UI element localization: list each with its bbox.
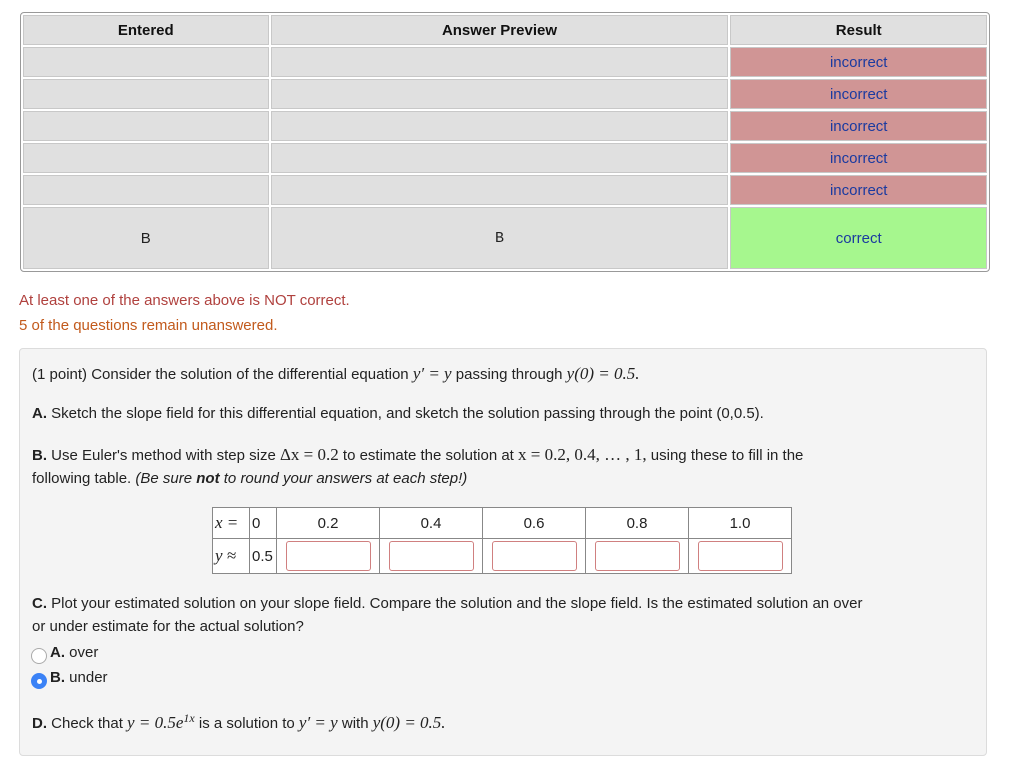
- part-d-text-3: with: [337, 715, 373, 732]
- x-label: [213, 508, 250, 539]
- part-d: [32, 707, 446, 735]
- preview-cell: [271, 175, 729, 205]
- results-table: [20, 12, 990, 272]
- part-c-text-2: or under estimate for the actual solution?: [32, 618, 304, 635]
- result-cell: incorrect: [730, 79, 987, 109]
- results-row: [23, 47, 987, 77]
- part-d-equation: y = 0.5e: [127, 713, 184, 732]
- part-a-label: A.: [32, 405, 47, 422]
- preview-cell: [271, 111, 729, 141]
- intro-equation: y′ = y: [412, 364, 452, 383]
- problem-panel: [19, 348, 987, 756]
- intro-initial-condition: y(0) = 0.5.: [566, 364, 640, 383]
- results-header-row: [23, 15, 987, 45]
- header-result: Result: [730, 15, 987, 45]
- option-a-radio[interactable]: [31, 648, 47, 664]
- y-answer-input-1[interactable]: [286, 541, 371, 571]
- step-size: Δx = 0.2: [279, 445, 339, 464]
- option-a[interactable]: [50, 641, 98, 664]
- part-b-label: B.: [32, 447, 47, 464]
- y-answer-input-3[interactable]: [492, 541, 577, 571]
- option-b-text: under: [65, 669, 108, 686]
- part-b-note: (Be sure: [135, 470, 197, 487]
- part-b-line2: following table.: [32, 470, 136, 487]
- preview-cell: [271, 143, 729, 173]
- x-points: x = 0.2, 0.4, … , 1,: [518, 445, 647, 464]
- x-value-0: 0: [250, 508, 277, 539]
- part-d-text-2: is a solution to: [194, 715, 299, 732]
- part-a-text: Sketch the slope field for this differential equation, and sketch the solution passing through the point (0,0.5).: [47, 405, 764, 422]
- entered-cell: [23, 175, 269, 205]
- part-b-note-not: not: [196, 470, 220, 487]
- part-b-note-end: to round your answers at each step!): [219, 470, 468, 487]
- unanswered-message: 5 of the questions remain unanswered.: [19, 317, 278, 334]
- y-cell: [586, 539, 689, 574]
- x-value-0.6: 0.6: [483, 508, 586, 539]
- option-a-text: over: [65, 644, 99, 661]
- y-cell: [277, 539, 380, 574]
- part-d-label: D.: [32, 715, 47, 732]
- euler-table: [212, 507, 792, 574]
- preview-cell: [271, 79, 729, 109]
- part-c: [32, 592, 862, 638]
- intro-text-2: passing through: [451, 366, 567, 383]
- euler-x-row: [213, 508, 792, 539]
- part-b-text-3: using these to fill in the: [646, 447, 804, 464]
- y-label: [213, 539, 250, 574]
- results-row: [23, 111, 987, 141]
- header-entered: Entered: [23, 15, 269, 45]
- entered-cell: [23, 111, 269, 141]
- part-c-text: Plot your estimated solution on your slope field. Compare the solution and the slope field. Is the estimated solution an over: [47, 595, 863, 612]
- y-cell: [689, 539, 792, 574]
- result-cell: incorrect: [730, 143, 987, 173]
- entered-cell: [23, 47, 269, 77]
- problem-intro: [32, 362, 640, 386]
- intro-text: (1 point) Consider the solution of the differential equation: [32, 366, 413, 383]
- option-b-letter: B.: [50, 669, 65, 686]
- results-row: [23, 175, 987, 205]
- x-value-1.0: 1.0: [689, 508, 792, 539]
- y-answer-input-5[interactable]: [698, 541, 783, 571]
- y-answer-input-4[interactable]: [595, 541, 680, 571]
- result-cell: incorrect: [730, 47, 987, 77]
- y-value-0: 0.5: [250, 539, 277, 574]
- part-b: [32, 443, 803, 490]
- part-d-equation-2: y′ = y: [298, 713, 338, 732]
- part-b-text: Use Euler's method with step size: [47, 447, 280, 464]
- results-row: [23, 79, 987, 109]
- euler-y-row: [213, 539, 792, 574]
- x-value-0.8: 0.8: [586, 508, 689, 539]
- x-label-text: x =: [215, 513, 239, 532]
- y-cell: [380, 539, 483, 574]
- entered-cell: [23, 79, 269, 109]
- results-row: [23, 207, 987, 269]
- option-b-radio[interactable]: [31, 673, 47, 689]
- result-cell: incorrect: [730, 111, 987, 141]
- entered-cell: [23, 143, 269, 173]
- part-d-exponent: 1x: [183, 711, 195, 725]
- part-c-label: C.: [32, 595, 47, 612]
- part-a: [32, 402, 764, 425]
- part-b-text-2: to estimate the solution at: [338, 447, 519, 464]
- not-correct-message: At least one of the answers above is NOT correct.: [19, 292, 350, 309]
- y-label-text: y ≈: [215, 546, 237, 565]
- x-value-0.2: 0.2: [277, 508, 380, 539]
- preview-cell: [271, 47, 729, 77]
- y-cell: [483, 539, 586, 574]
- y-answer-input-2[interactable]: [389, 541, 474, 571]
- entered-cell: B: [23, 207, 269, 269]
- part-d-initial-condition: y(0) = 0.5.: [372, 713, 446, 732]
- result-cell: incorrect: [730, 175, 987, 205]
- result-cell: correct: [730, 207, 987, 269]
- option-b[interactable]: [50, 666, 108, 689]
- part-d-text: Check that: [47, 715, 128, 732]
- header-answer-preview: Answer Preview: [271, 15, 729, 45]
- x-value-0.4: 0.4: [380, 508, 483, 539]
- option-a-letter: A.: [50, 644, 65, 661]
- results-row: [23, 143, 987, 173]
- preview-cell: B: [271, 207, 729, 269]
